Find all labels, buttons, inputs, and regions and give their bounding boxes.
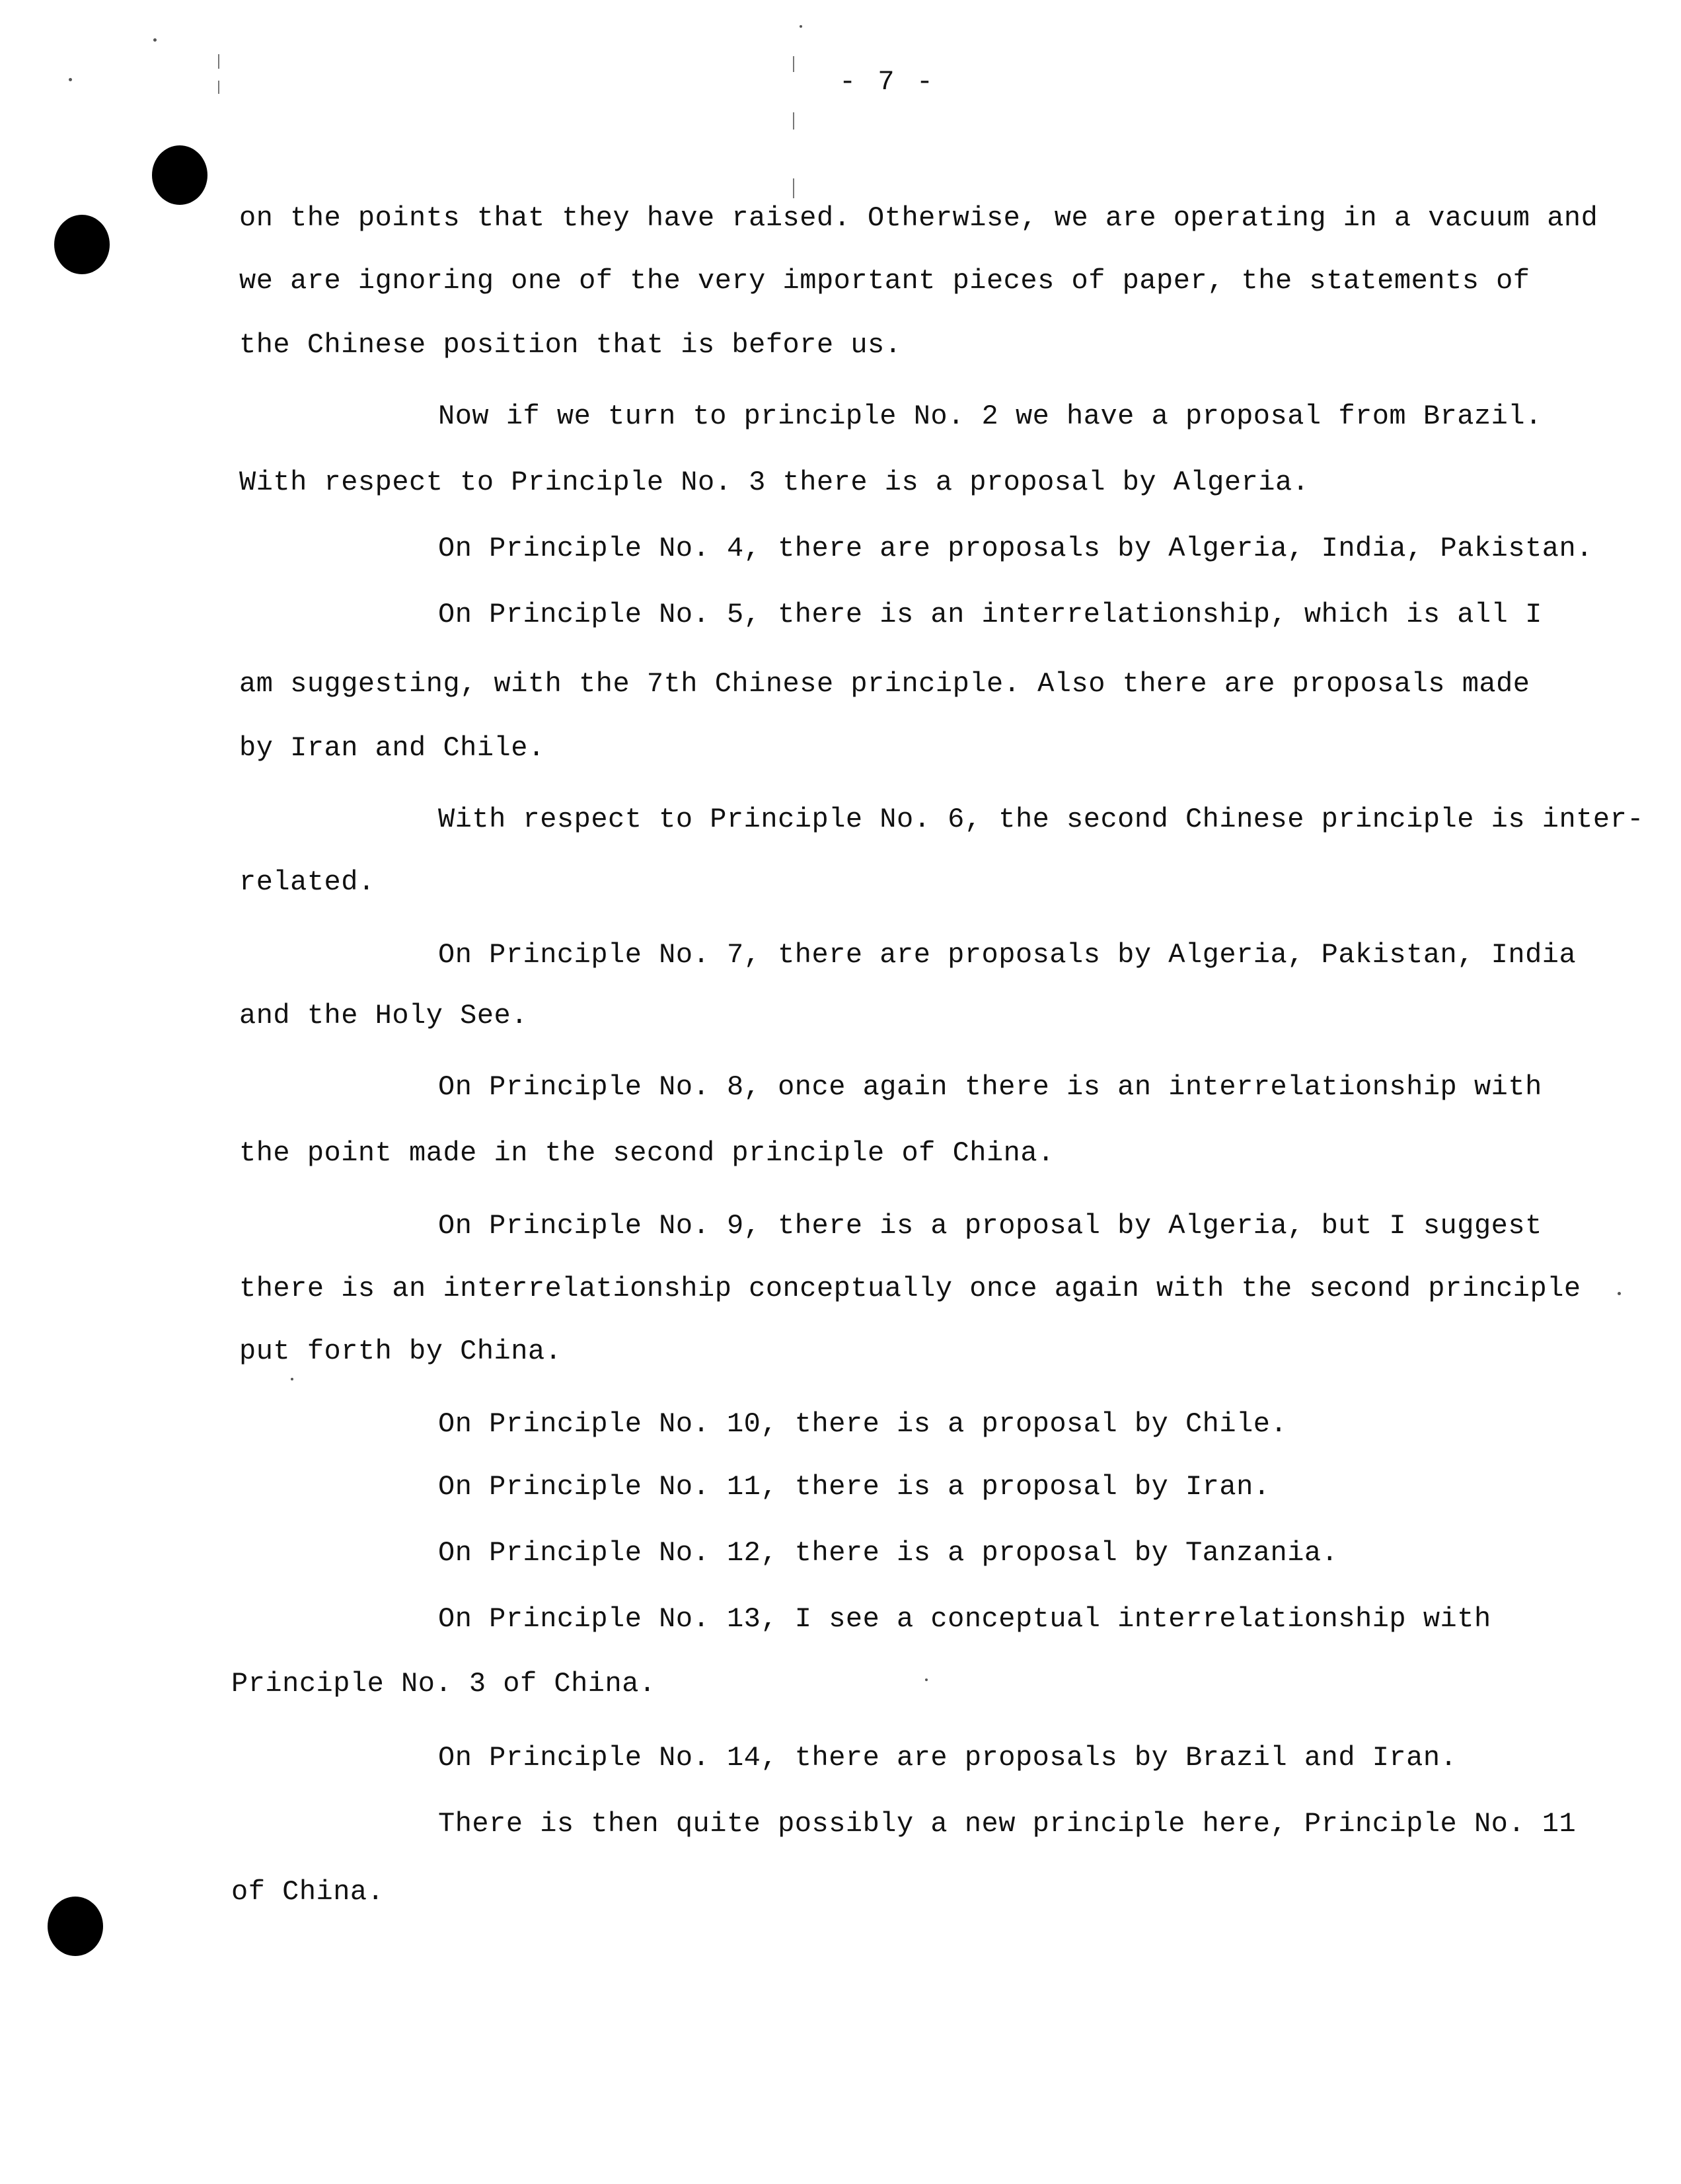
text-line: On Principle No. 4, there are proposals by Algeria, India, Pakistan.	[438, 533, 1593, 564]
punch-hole-top	[152, 145, 207, 205]
scan-mark	[218, 54, 219, 69]
text-line: there is an interrelationship conceptually once again with the second principle	[239, 1273, 1581, 1304]
text-line: Principle No. 3 of China.	[231, 1668, 656, 1700]
text-line: On Principle No. 7, there are proposals by Algeria, Pakistan, India	[438, 939, 1577, 971]
text-line: On Principle No. 10, there is a proposal by Chile.	[438, 1408, 1288, 1440]
scan-mark	[793, 112, 794, 130]
scan-mark	[793, 56, 794, 72]
text-line: on the points that they have raised. Otherwise, we are operating in a vacuum and	[239, 202, 1598, 234]
text-line: and the Holy See.	[239, 1000, 528, 1032]
text-line: of China.	[231, 1876, 385, 1908]
scan-speck	[1618, 1292, 1621, 1295]
text-line: On Principle No. 14, there are proposals by Brazil and Iran.	[438, 1742, 1458, 1774]
text-line: we are ignoring one of the very important pieces of paper, the statements of	[239, 265, 1530, 297]
text-line: With respect to Principle No. 3 there is a proposal by Algeria.	[239, 467, 1310, 498]
text-line: On Principle No. 9, there is a proposal by Algeria, but I suggest	[438, 1210, 1542, 1242]
scan-speck	[69, 78, 72, 81]
text-line: There is then quite possibly a new principle here, Principle No. 11	[438, 1808, 1577, 1840]
scan-speck	[925, 1678, 928, 1681]
page-number: - 7 -	[839, 66, 936, 98]
text-line: On Principle No. 5, there is an interrelationship, which is all I	[438, 599, 1542, 630]
punch-hole-bottom	[48, 1897, 103, 1956]
scan-speck	[291, 1378, 293, 1380]
scan-speck	[153, 38, 157, 42]
text-line: On Principle No. 13, I see a conceptual interrelationship with	[438, 1603, 1491, 1635]
scan-mark	[218, 81, 219, 94]
text-line: by Iran and Chile.	[239, 732, 545, 764]
text-line: am suggesting, with the 7th Chinese principle. Also there are proposals made	[239, 668, 1530, 700]
scan-speck	[800, 25, 802, 28]
text-line: Now if we turn to principle No. 2 we have a proposal from Brazil.	[438, 400, 1542, 432]
text-line: On Principle No. 8, once again there is an interrelationship with	[438, 1071, 1542, 1103]
text-line: On Principle No. 12, there is a proposal by Tanzania.	[438, 1537, 1339, 1569]
punch-hole-upper	[54, 215, 110, 274]
text-line: the Chinese position that is before us.	[239, 329, 902, 361]
text-line: put forth by China.	[239, 1336, 562, 1367]
scan-mark	[793, 178, 794, 198]
text-line: With respect to Principle No. 6, the second Chinese principle is inter-	[438, 804, 1644, 835]
text-line: the point made in the second principle of China.	[239, 1137, 1055, 1169]
text-line: On Principle No. 11, there is a proposal by Iran.	[438, 1471, 1271, 1503]
text-line: related.	[239, 866, 375, 898]
